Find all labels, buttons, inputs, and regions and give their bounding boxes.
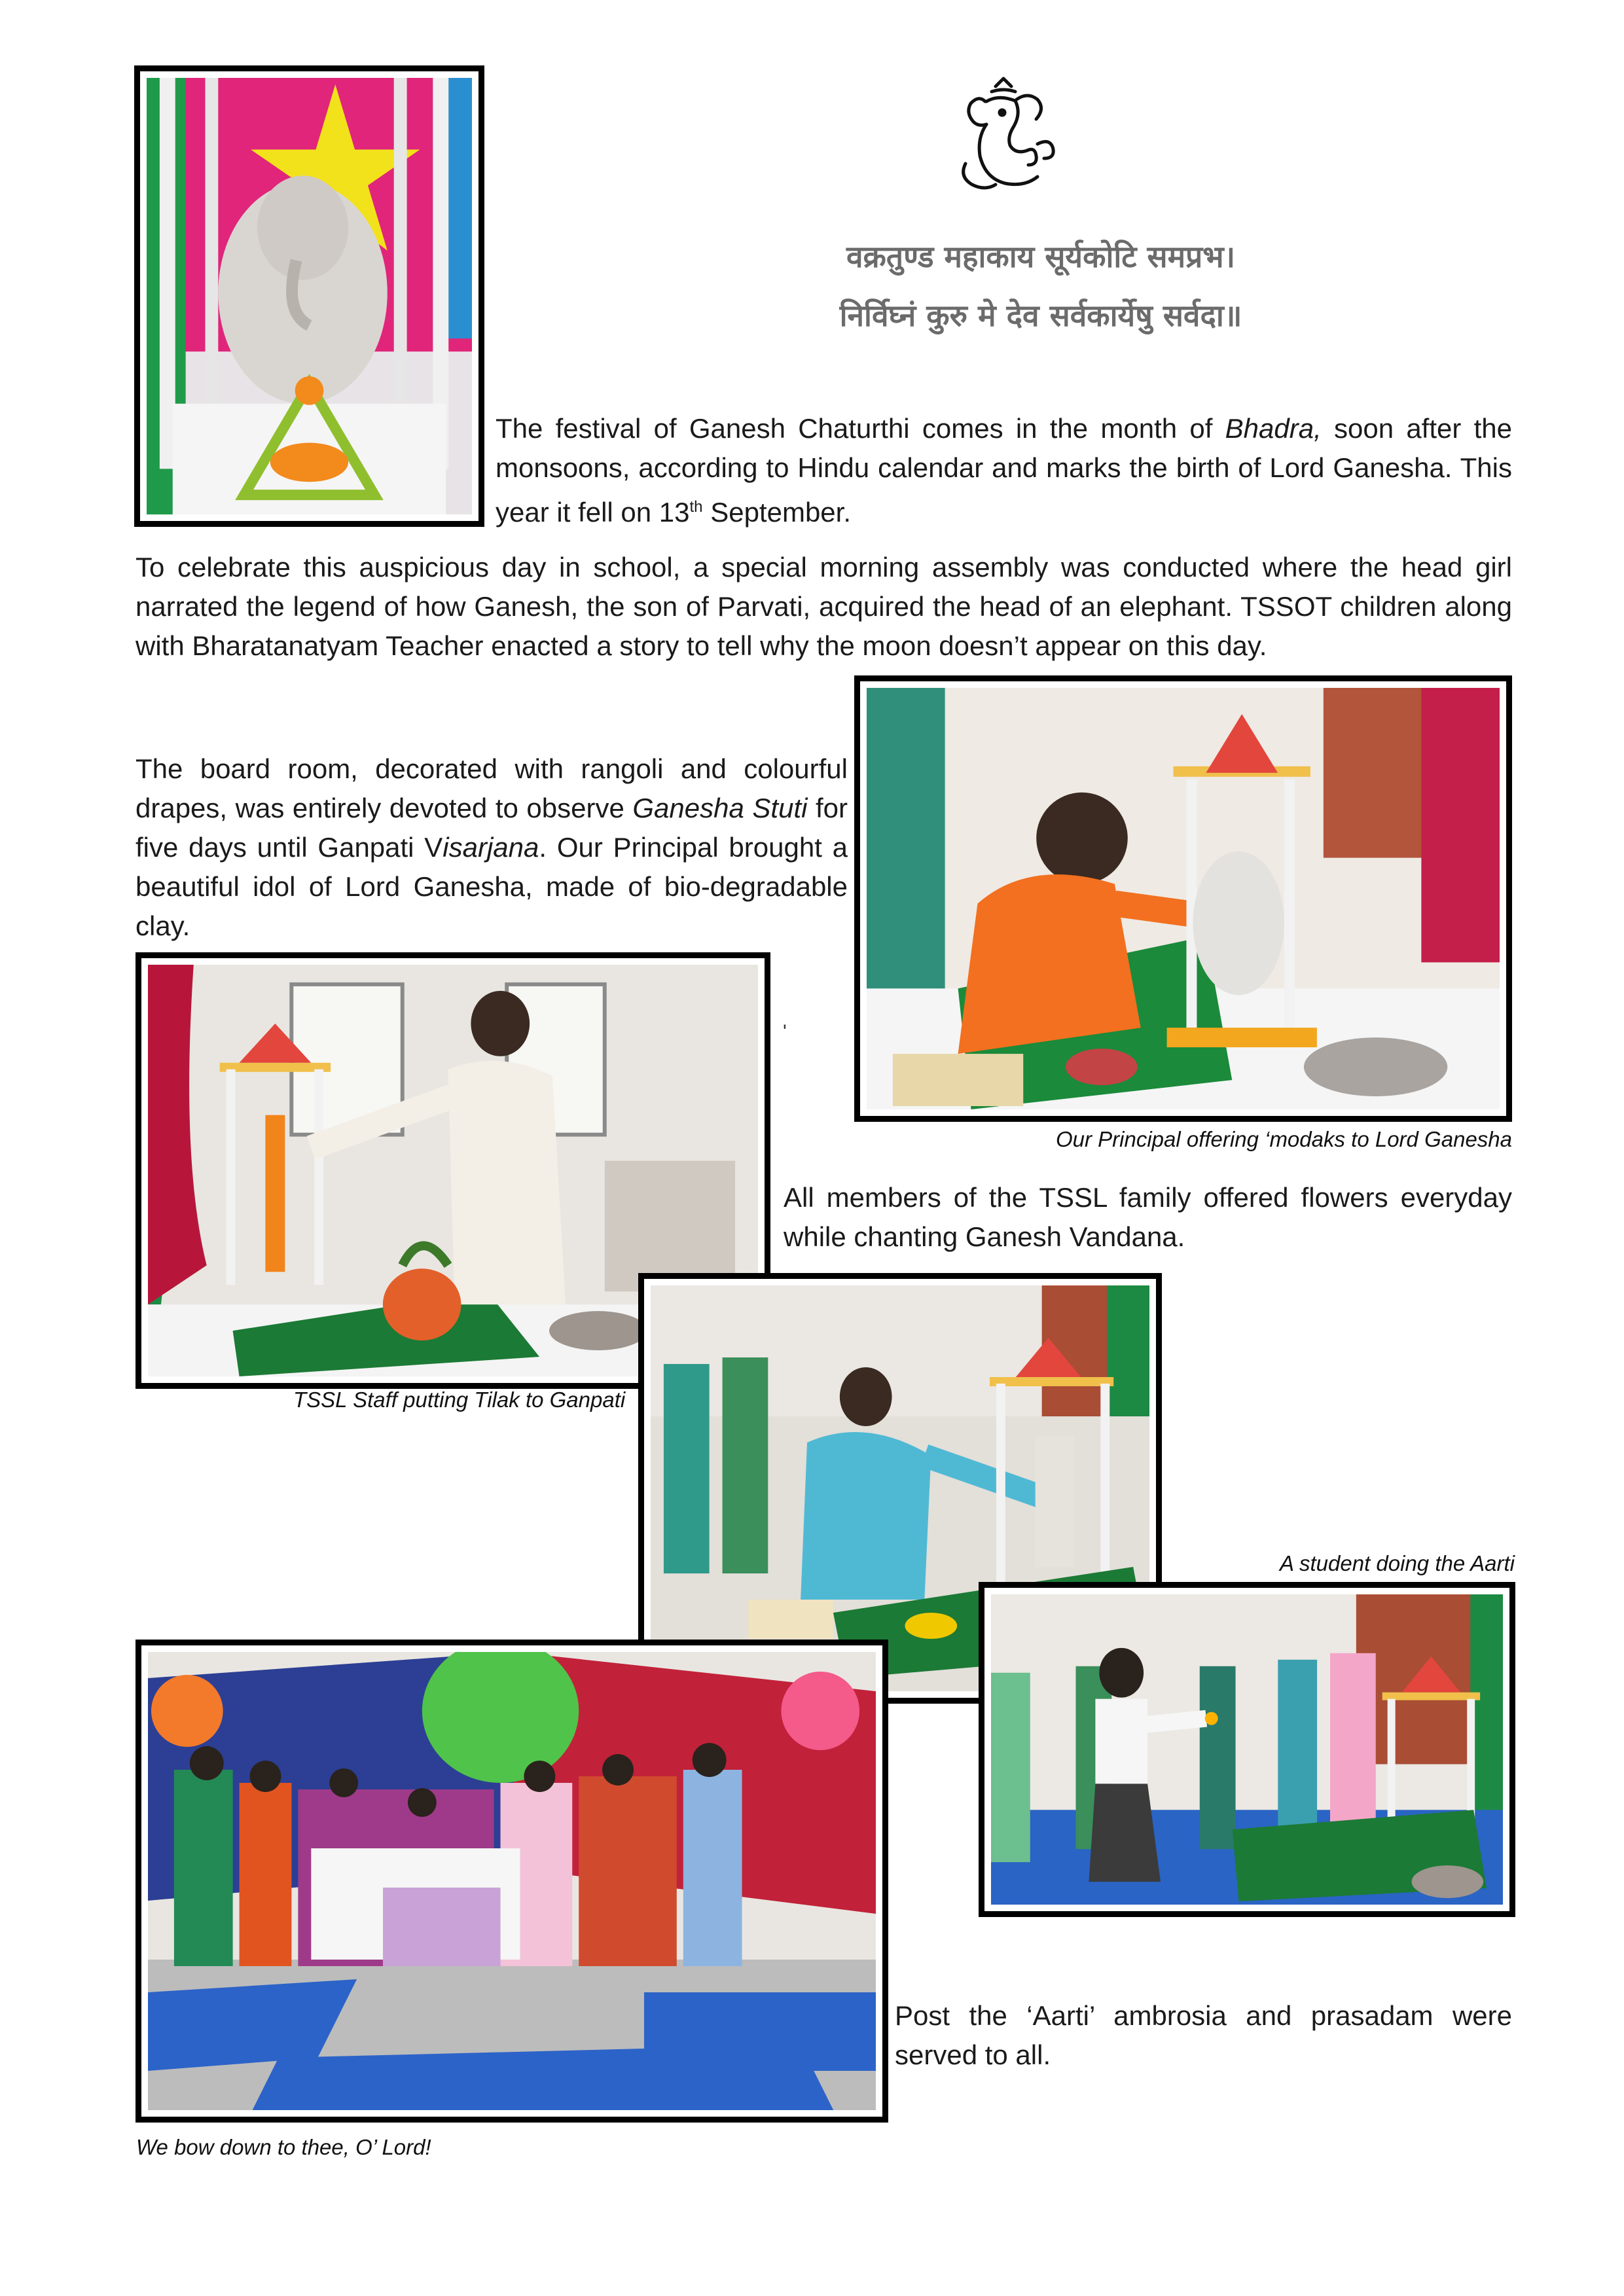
- caption-principal: Our Principal offering ‘modaks to Lord Ganesha: [1055, 1127, 1512, 1151]
- principal-offering-photo: [854, 675, 1512, 1122]
- members-paragraph: All members of the TSSL family offered flowers everyday while chanting Ganesh Vandana.: [784, 1182, 1512, 1252]
- shloka-line-1: वक्रतुण्ड महाकाय सूर्यकोटि समप्रभ।: [846, 239, 1236, 274]
- group-photo: [135, 1640, 888, 2123]
- caption-bow: We bow down to thee, O’ Lord!: [136, 2135, 431, 2159]
- student-aarti-photo: [979, 1582, 1515, 1917]
- ganesha-line-art-icon: [939, 72, 1070, 203]
- assembly-paragraph: To celebrate this auspicious day in school, a special morning assembly was conducted where the head girl narrated the legend of how Ganesh, the son of Parvati, acquired the head of an elephant. TSSOT children along with Bharatanatyam Teacher enacted a story to tell why the moon doesn’t appear on this day.: [135, 552, 1512, 661]
- stray-mark: ': [783, 1021, 787, 1043]
- intro-paragraph: The festival of Ganesh Chaturthi comes in the month of Bhadra, soon after the monsoons, according to Hindu calendar and marks the birth of Lord Ganesha. This year it fell on 13th September.: [496, 413, 1512, 528]
- boardroom-paragraph: The board room, decorated with rangoli and colourful drapes, was entirely devoted to observe Ganesha Stuti for five days until Ganpati Visarjana. Our Principal brought a beautiful idol of Lord Ganesha, made of bio-degradable clay.: [135, 753, 848, 941]
- prasadam-paragraph: Post the ‘Aarti’ ambrosia and prasadam were served to all.: [895, 2000, 1512, 2070]
- shloka-line-2: निर्विघ्नं कुरु मे देव सर्वकार्येषु सर्वदा॥: [839, 298, 1242, 333]
- ganesha-idol-photo: [134, 65, 484, 527]
- caption-aarti: A student doing the Aarti: [1280, 1551, 1515, 1575]
- caption-tilak: TSSL Staff putting Tilak to Ganpati: [293, 1388, 626, 1412]
